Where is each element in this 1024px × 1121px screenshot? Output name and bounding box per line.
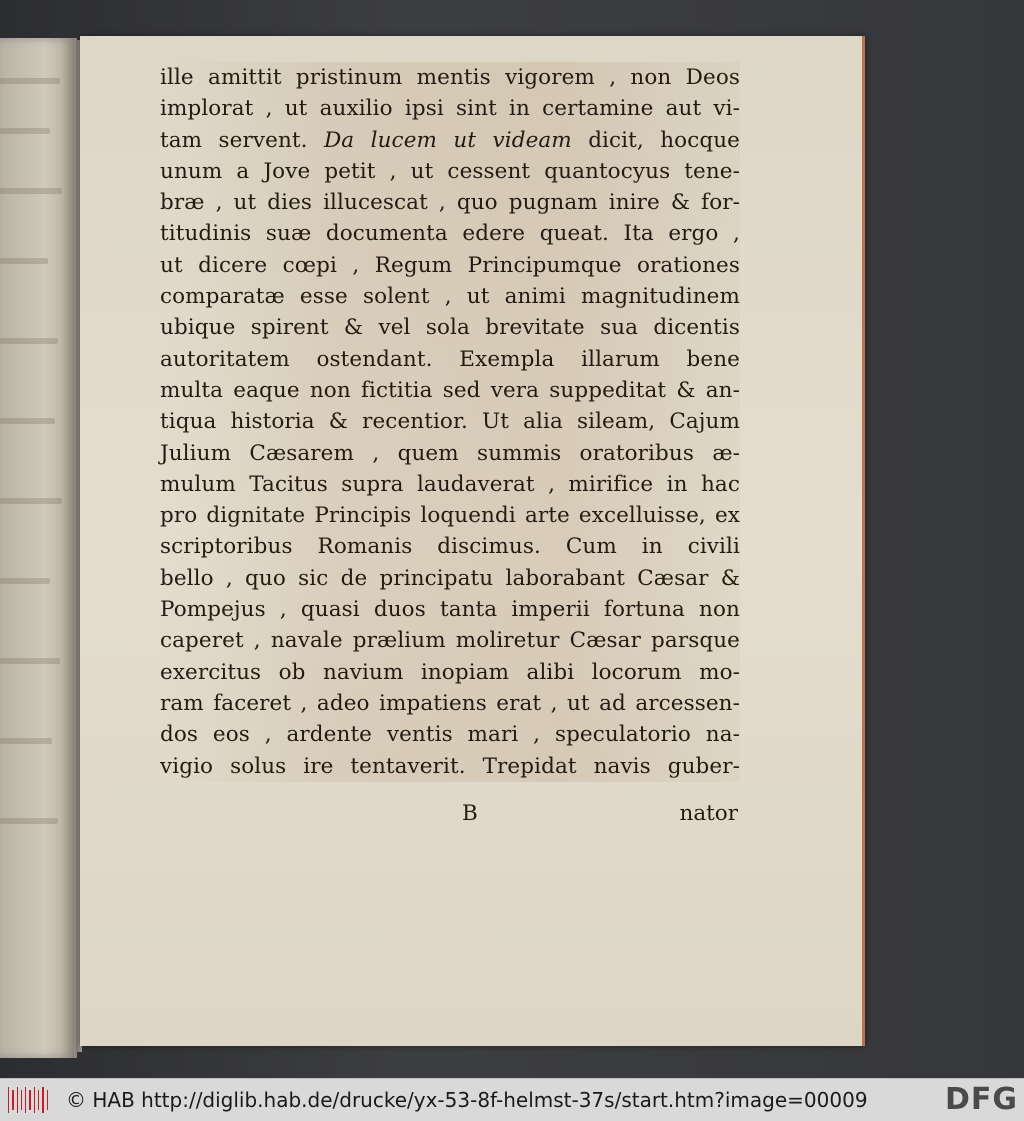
text-line-with-italic — [160, 125, 740, 156]
text-line: ram faceret , adeo impatiens erat , ut ad arcessen- — [160, 688, 740, 719]
text-line: unum a Jove petit , ut cessent quantocyus tene- — [160, 156, 740, 187]
text-line: tiqua historia & recentior. Ut alia sileam, Cajum — [160, 406, 740, 437]
ghost-text-line — [0, 418, 55, 424]
text-line-tail: dicit, hocque — [571, 127, 740, 153]
ghost-text-line — [0, 738, 52, 744]
text-line: comparatæ esse solent , ut animi magnitudinem — [160, 281, 740, 312]
ghost-text-line — [0, 78, 60, 84]
text-line: vigio solus ire tentaverit. Trepidat navis guber- — [160, 751, 740, 782]
text-line: caperet , navale prælium moliretur Cæsar parsque — [160, 625, 740, 656]
text-line: bræ , ut dies illucescat , quo pugnam inire & for- — [160, 187, 740, 218]
ghost-text-line — [0, 658, 60, 664]
text-line: titudinis suæ documenta edere queat. Ita ergo , — [160, 218, 740, 249]
ghost-text-line — [0, 498, 62, 504]
text-line: pro dignitate Principis loquendi arte excelluisse, ex — [160, 500, 740, 531]
ghost-text-line — [0, 128, 50, 134]
ghost-text-line — [0, 578, 50, 584]
text-line: ut dicere cœpi , Regum Principumque orationes — [160, 250, 740, 281]
text-line: ille amittit pristinum mentis vigorem , non Deos — [160, 62, 740, 93]
text-line: bello , quo sic de principatu laborabant Cæsar & — [160, 563, 740, 594]
page-footer — [160, 801, 740, 833]
dfg-logo: DFG — [944, 1082, 1018, 1117]
page-text — [160, 62, 740, 782]
text-line: exercitus ob navium inopiam alibi locorum mo- — [160, 657, 740, 688]
text-line: mulum Tacitus supra laudaverat , mirifice in hac — [160, 469, 740, 500]
italic-quote: Da lucem ut videam — [323, 127, 572, 153]
copyright-bar — [0, 1078, 1024, 1121]
signature-mark: B — [462, 801, 478, 826]
text-line: autoritatem ostendant. Exempla illarum bene — [160, 344, 740, 375]
ghost-text-line — [0, 188, 62, 194]
ghost-text-line — [0, 258, 48, 264]
hab-barcode-logo-icon — [8, 1087, 48, 1113]
text-line: implorat , ut auxilio ipsi sint in certamine aut vi- — [160, 93, 740, 124]
ghost-text-line — [0, 338, 58, 344]
catchword: nator — [679, 801, 738, 826]
text-line: dos eos , ardente ventis mari , speculatorio na- — [160, 719, 740, 750]
previous-page-edge — [0, 38, 77, 1058]
text-line: Julium Cæsarem , quem summis oratoribus æ- — [160, 438, 740, 469]
ghost-text-line — [0, 818, 58, 824]
text-line: Pompejus , quasi duos tanta imperii fortuna non — [160, 594, 740, 625]
text-line-head: tam servent. — [160, 127, 324, 153]
copyright-link[interactable]: © HAB http://diglib.hab.de/drucke/yx-53-8f-helmst-37s/start.htm?image=00009 — [66, 1088, 868, 1112]
text-line: multa eaque non fictitia sed vera suppeditat & an- — [160, 375, 740, 406]
text-line: ubique spirent & vel sola brevitate sua dicentis — [160, 312, 740, 343]
text-line: scriptoribus Romanis discimus. Cum in civili — [160, 531, 740, 562]
